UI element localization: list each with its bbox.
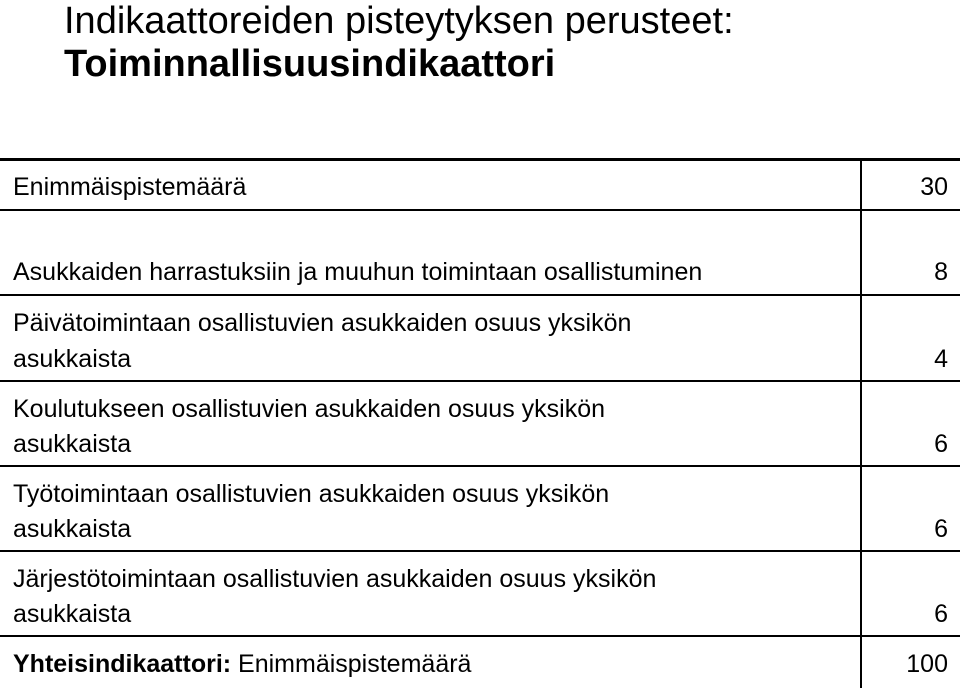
total-label-bold: Yhteisindikaattori: <box>13 650 232 678</box>
row-value-day-activity: 4 <box>934 345 948 373</box>
row-label-education-line2: asukkaista <box>13 430 132 458</box>
total-value: 100 <box>906 650 948 678</box>
page-subtitle: Toiminnallisuusindikaattori <box>64 43 556 85</box>
page-title: Indikaattoreiden pisteytyksen perusteet: <box>64 0 734 42</box>
row-value-work: 6 <box>934 515 948 543</box>
row-value-education: 6 <box>934 430 948 458</box>
row-divider <box>0 294 960 296</box>
row-label-education-line1: Koulutukseen osallistuvien asukkaiden osuus yksikön <box>13 395 606 423</box>
row-label-day-activity-line2: asukkaista <box>13 345 132 373</box>
row-label-day-activity-line1: Päivätoimintaan osallistuvien asukkaiden osuus yksikön <box>13 309 632 337</box>
row-label-hobbies: Asukkaiden harrastuksiin ja muuhun toimintaan osallistuminen <box>13 258 703 286</box>
table-top-border <box>0 158 960 161</box>
row-divider <box>0 635 960 637</box>
row-value-max-points: 30 <box>920 173 948 201</box>
row-label-max-points: Enimmäispistemäärä <box>13 173 247 201</box>
total-label <box>13 645 471 683</box>
row-divider <box>0 550 960 552</box>
row-label-organization-line2: asukkaista <box>13 600 132 628</box>
row-label-organization-line1: Järjestötoimintaan osallistuvien asukkaiden osuus yksikön <box>13 565 657 593</box>
row-label-work-line1: Työtoimintaan osallistuvien asukkaiden osuus yksikön <box>13 480 610 508</box>
row-divider <box>0 209 960 211</box>
row-value-organization: 6 <box>934 600 948 628</box>
row-divider <box>0 465 960 467</box>
row-label-work-line2: asukkaista <box>13 515 132 543</box>
total-label-rest: Enimmäispistemäärä <box>231 650 472 678</box>
row-value-hobbies: 8 <box>934 258 948 286</box>
column-divider <box>860 158 862 688</box>
title-block <box>64 0 954 86</box>
row-divider <box>0 380 960 382</box>
